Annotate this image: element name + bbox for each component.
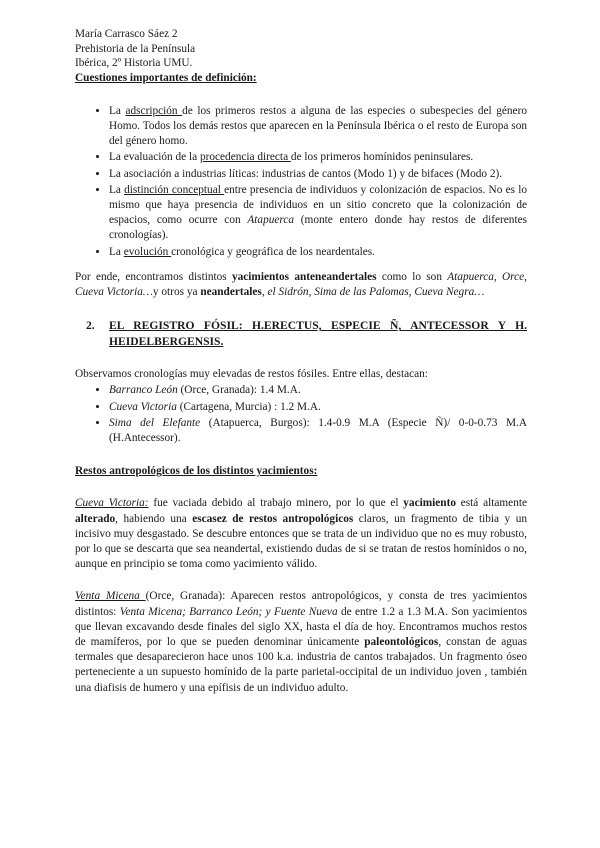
paragraph-yacimientos: Por ende, encontramos distintos yacimientos anteneandertales como lo son Atapuerca, Orce, Cueva Victoria…y otros ya neandertales, el Sidrón, Sima de las Palomas, Cueva Negra… — [75, 270, 527, 298]
document-page — [75, 27, 527, 696]
bullet-item: • Cueva Victoria (Cartagena, Murcia) : 1.2 M.A. — [109, 400, 527, 415]
bullet-item: • La evaluación de la procedencia directa de los primeros homínidos peninsulares. — [109, 150, 527, 165]
section-1-title: Cuestiones importantes de definición: — [75, 71, 257, 84]
paragraph-cueva-victoria: Cueva Victoria: fue vaciada debido al trabajo minero, por lo que el yacimiento está altamente alterado, habiendo una escasez de restos antropológicos claros, un fragmento de tibia y un incisivo muy desgastado. Se descubre entonces que se trata de un individuo que no es muy robusto, por lo que se descarta que sea neandertal, existiendo dudas de si se tratan de restos homínidos o no, aunque en principio se toma como yacimiento válido. — [75, 497, 527, 571]
section-2-number: 2. — [86, 319, 95, 333]
section-3-title: Restos antropológicos de los distintos yacimientos: — [75, 465, 318, 478]
bullet-item: • La adscripción de los primeros restos a alguna de las especies o subespecies del género Homo. Todos los demás restos que aparecen en la Península Ibérica o el resto de Europa son del género homo. — [109, 104, 527, 150]
section-2-heading — [75, 318, 527, 349]
section-2-title: EL REGISTRO FÓSIL: H.ERECTUS, ESPECIE Ñ, ANTECESSOR Y H. HEIDELBERGENSIS. — [109, 319, 527, 348]
definition-bullet-list — [75, 104, 527, 260]
author-header — [75, 27, 527, 71]
sites-bullet-list — [75, 383, 527, 446]
header-line-3: Ibérica, 2º Historia UMU. — [75, 57, 193, 69]
paragraph-intro-cronologias: Observamos cronologías muy elevadas de restos fósiles. Entre ellas, destacan: — [75, 368, 428, 381]
bullet-item: • La distinción conceptual entre presencia de individuos y colonización de espacios. No es lo mismo que haya presencia de individuos en un sitio concreto que la colonización de espacios, como ocurre con Atapuerca (monte entero donde hay restos de diferentes cronologías). — [109, 183, 527, 244]
bullet-item: • La asociación a industrias líticas: industrias de cantos (Modo 1) y de bifaces (Modo 2). — [109, 167, 527, 182]
header-line-1: María Carrasco Sáez 2 — [75, 28, 178, 40]
bullet-item: • La evolución cronológica y geográfica de los neardentales. — [109, 245, 527, 260]
bullet-item: • Sima del Elefante (Atapuerca, Burgos): 1.4-0.9 M.A (Especie Ñ)/ 0-0-0.73 M.A (H.Antecessor). — [109, 416, 527, 446]
bullet-item: • Barranco León (Orce, Granada): 1.4 M.A. — [109, 383, 527, 398]
paragraph-venta-micena: Venta Micena (Orce, Granada): Aparecen restos antropológicos, y consta de tres yacimientos distintos: Venta Micena; Barranco León; y Fuente Nueva de entre 1.2 a 1.3 M.A. Son yacimientos que llevan excavando desde finales del siglo XX, hasta el día de hoy. Encontramos muchos restos de mamíferos, por lo que se pueden denominar únicamente paleontológicos, constan de aguas termales que desaparecieron hace unos 100 k.a. industria de cantos trabajados. Un fragmento óseo perteneciente a un supuesto homínido de la parte parietal-occipital de un individuo joven , también una diafisis de humero y una epífisis de un individuo adulto. — [75, 590, 528, 694]
header-line-2: Prehistoria de la Península — [75, 42, 196, 55]
